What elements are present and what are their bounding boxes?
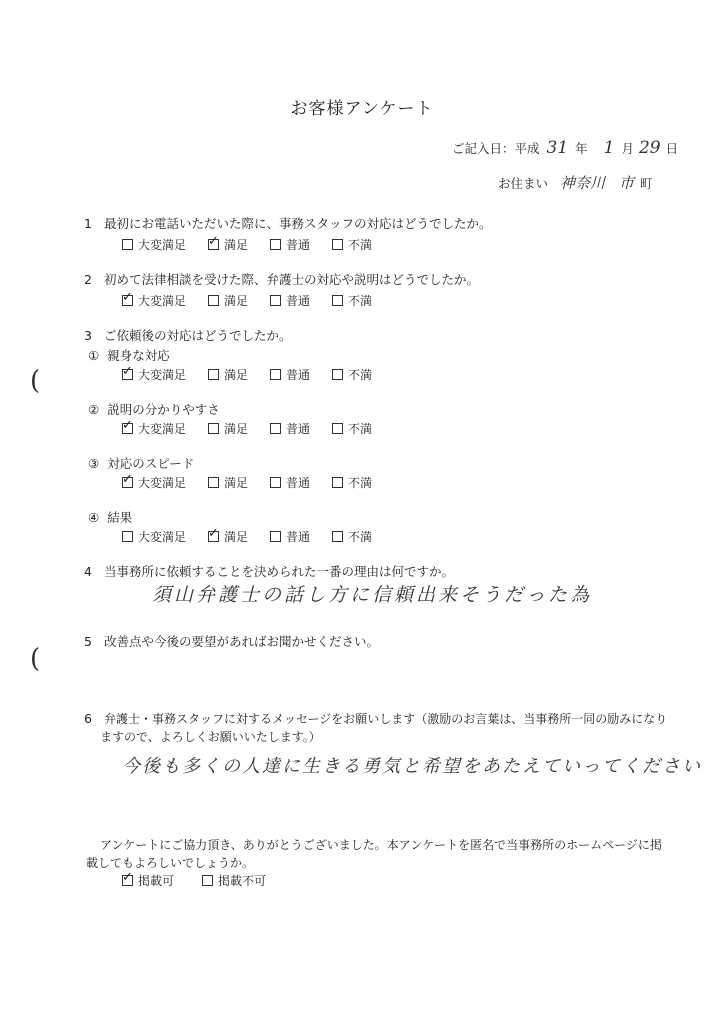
checkbox[interactable]: [332, 423, 343, 434]
address-city[interactable]: 市: [619, 174, 635, 192]
q1-option-satisfied[interactable]: ✓ 満足: [208, 236, 270, 253]
sub-marker: ②: [88, 402, 100, 417]
question-6-number: 6: [84, 711, 92, 726]
q2-option-dissatisfied[interactable]: 不満: [332, 292, 372, 309]
checkbox[interactable]: [332, 239, 343, 250]
option-publish-not-allowed[interactable]: 掲載不可: [202, 872, 266, 889]
address-prefecture[interactable]: 神奈川: [560, 174, 606, 192]
checkbox[interactable]: [270, 423, 281, 434]
checkbox-checked[interactable]: [122, 295, 133, 306]
entry-date-day-unit: 日: [665, 141, 679, 156]
sub-text: 説明の分かりやすさ: [107, 402, 220, 417]
question-1: [84, 214, 492, 232]
question-1-options: [122, 236, 372, 253]
question-5: [84, 632, 379, 650]
question-3-sub-4-options: [122, 528, 372, 545]
q3-4-option-satisfied[interactable]: ✓ 満足: [208, 528, 270, 545]
question-6-answer[interactable]: 今後も多くの人達に生きる勇気と希望をあたえていってください: [122, 756, 702, 777]
checkbox[interactable]: [202, 875, 213, 886]
question-5-answer[interactable]: [110, 654, 630, 694]
address: [498, 172, 653, 193]
question-2-options: [122, 292, 372, 309]
question-5-text: 改善点や今後の要望があればお聞かせください。: [103, 634, 379, 649]
entry-date-year[interactable]: 31: [546, 138, 569, 158]
checkbox[interactable]: [332, 295, 343, 306]
question-1-number: 1: [84, 216, 92, 231]
sub-marker: ③: [88, 456, 100, 471]
sub-text: 親身な対応: [107, 348, 170, 363]
q3-3-option-very-satisfied[interactable]: ✓ 大変満足: [122, 474, 208, 491]
closing-options: [122, 872, 266, 889]
checkbox-checked[interactable]: [122, 423, 133, 434]
q1-option-normal[interactable]: 普通: [270, 236, 332, 253]
q3-2-option-normal[interactable]: 普通: [270, 420, 332, 437]
checkbox[interactable]: [270, 369, 281, 380]
q2-option-satisfied[interactable]: 満足: [208, 292, 270, 309]
q3-1-option-dissatisfied[interactable]: 不満: [332, 366, 372, 383]
question-3-number: 3: [84, 328, 92, 343]
closing-line2: 載してもよろしいでしょうか。: [86, 856, 255, 870]
checkbox[interactable]: [208, 369, 219, 380]
checkbox[interactable]: [270, 295, 281, 306]
entry-date-year-unit: 年: [575, 141, 588, 156]
q3-2-option-dissatisfied[interactable]: 不満: [332, 420, 372, 437]
margin-mark-1: (: [30, 366, 41, 396]
question-6: [84, 710, 667, 727]
q3-3-option-satisfied[interactable]: 満足: [208, 474, 270, 491]
question-3-sub-3-options: [122, 474, 372, 491]
question-3-sub-3: [88, 454, 194, 472]
option-publish-allowed[interactable]: ✓ 掲載可: [122, 872, 202, 889]
checkbox[interactable]: [122, 239, 133, 250]
entry-date-label: ご記入日：平成: [452, 141, 540, 156]
question-2: [84, 270, 479, 288]
checkbox[interactable]: [208, 477, 219, 488]
entry-date-month-unit: 月: [621, 141, 634, 156]
sub-text: 結果: [107, 510, 133, 525]
checkbox[interactable]: [332, 369, 343, 380]
q2-option-very-satisfied[interactable]: ✓ 大変満足: [122, 292, 208, 309]
question-3-sub-2-options: [122, 420, 372, 437]
q2-option-normal[interactable]: 普通: [270, 292, 332, 309]
checkbox[interactable]: [270, 477, 281, 488]
checkbox-checked[interactable]: [122, 875, 133, 886]
question-4-number: 4: [84, 564, 92, 579]
sub-marker: ④: [88, 510, 100, 525]
question-3-sub-1-options: [122, 366, 372, 383]
address-town-unit: 町: [640, 176, 653, 191]
q3-4-option-normal[interactable]: 普通: [270, 528, 332, 545]
q3-2-option-very-satisfied[interactable]: ✓ 大変満足: [122, 420, 208, 437]
question-3-sub-1: [88, 346, 170, 364]
page-title: お客様アンケート: [290, 99, 434, 119]
question-1-text: 最初にお電話いただいた際に、事務スタッフの対応はどうでしたか。: [103, 216, 492, 231]
checkbox-checked[interactable]: [122, 369, 133, 380]
question-3-sub-2: [88, 400, 220, 418]
question-5-number: 5: [84, 634, 92, 649]
question-6-line2: [100, 728, 321, 745]
checkbox[interactable]: [208, 423, 219, 434]
margin-mark-2: (: [30, 644, 41, 674]
q3-3-option-normal[interactable]: 普通: [270, 474, 332, 491]
checkbox[interactable]: [270, 531, 281, 542]
checkbox[interactable]: [122, 531, 133, 542]
question-2-text: 初めて法律相談を受けた際、弁護士の対応や説明はどうでしたか。: [103, 272, 479, 287]
question-2-number: 2: [84, 272, 92, 287]
question-6-text-line1: 弁護士・事務スタッフに対するメッセージをお願いします（激励のお言葉は、当事務所一同の励みになり: [103, 712, 668, 726]
checkbox-checked[interactable]: [208, 531, 219, 542]
q3-1-option-satisfied[interactable]: 満足: [208, 366, 270, 383]
q1-option-dissatisfied[interactable]: 不満: [332, 236, 372, 253]
question-3-text: ご依頼後の対応はどうでしたか。: [103, 328, 292, 343]
q3-4-option-very-satisfied[interactable]: 大変満足: [122, 528, 208, 545]
question-4: [84, 562, 454, 580]
q3-1-option-normal[interactable]: 普通: [270, 366, 332, 383]
checkbox-checked[interactable]: [122, 477, 133, 488]
checkbox[interactable]: [332, 477, 343, 488]
question-4-text: 当事務所に依頼することを決められた一番の理由は何ですか。: [103, 564, 454, 579]
entry-date-day[interactable]: 29: [638, 138, 661, 158]
checkbox[interactable]: [270, 239, 281, 250]
checkbox[interactable]: [208, 295, 219, 306]
q1-option-very-satisfied[interactable]: 大変満足: [122, 236, 208, 253]
q3-2-option-satisfied[interactable]: 満足: [208, 420, 270, 437]
sub-text: 対応のスピード: [107, 456, 195, 471]
address-label: お住まい: [498, 176, 549, 191]
sub-marker: ①: [88, 348, 100, 363]
checkbox[interactable]: [332, 531, 343, 542]
entry-date: [452, 138, 678, 158]
q3-3-option-dissatisfied[interactable]: 不満: [332, 474, 372, 491]
question-3-sub-4: [88, 508, 132, 526]
question-6-text-line2: ますので、よろしくお願いいたします。）: [100, 730, 321, 744]
entry-date-month[interactable]: 1: [603, 138, 615, 158]
checkbox-checked[interactable]: [208, 239, 219, 250]
closing-line1: アンケートにご協力頂き、ありがとうございました。本アンケートを匿名で当事務所のホームページに掲: [100, 838, 662, 852]
q3-4-option-dissatisfied[interactable]: 不満: [332, 528, 372, 545]
question-4-answer[interactable]: 須山弁護士の話し方に信頼出来そうだった為: [152, 584, 593, 606]
q3-1-option-very-satisfied[interactable]: ✓ 大変満足: [122, 366, 208, 383]
question-3: [84, 326, 292, 344]
